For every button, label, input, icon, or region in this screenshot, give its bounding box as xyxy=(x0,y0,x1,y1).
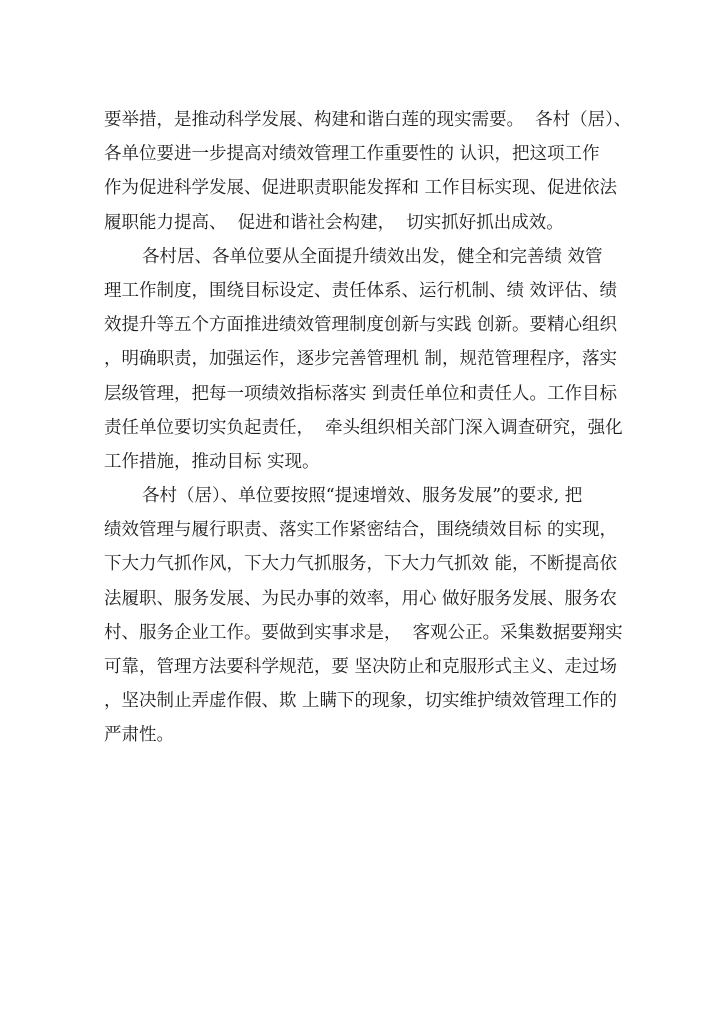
text-line: 责任单位要切实负起责任， 牵头组织相关部门深入调查研究，强化 xyxy=(104,417,623,438)
text-line: 各单位要进一步提高对绩效管理工作重要性的 认识，把这项工作 xyxy=(104,144,600,165)
body-text xyxy=(104,103,632,753)
text-line: 层级管理，把每一项绩效指标落实 到责任单位和责任人。工作目标 xyxy=(104,383,618,404)
text-line: 严肃性。 xyxy=(104,725,174,746)
text-line: ，明确职责，加强运作，逐步完善管理机 制，规范管理程序，落实 xyxy=(104,349,618,370)
paragraph-3 xyxy=(104,479,624,753)
paragraph-1 xyxy=(104,103,632,240)
text-line: 理工作制度，围绕目标设定、责任体系、运行机制、绩 效评估、绩 xyxy=(104,280,618,301)
text-line: 作为促进科学发展、促进职责职能发挥和 工作目标实现、促进依法 xyxy=(104,178,618,199)
text-line: 各村（居）、单位要按照“提速增效、服务发展”的要求, 把 xyxy=(142,486,583,507)
text-line: 工作措施，推动目标 实现。 xyxy=(104,451,320,472)
text-line: 下大力气抓作风，下大力气抓服务，下大力气抓效 能，不断提高依 xyxy=(104,554,618,575)
text-line: 法履职、服务发展、为民办事的效率，用心 做好服务发展、服务农 xyxy=(104,588,618,609)
text-line: 绩效管理与履行职责、落实工作紧密结合，围绕绩效目标 的实现， xyxy=(104,520,618,541)
text-line: 各村居、各单位要从全面提升绩效出发，健全和完善绩 效管 xyxy=(142,246,603,267)
text-line: 村、服务企业工作。要做到实事求是， 客观公正。采集数据要翔实 xyxy=(104,622,623,643)
text-line: 可靠，管理方法要科学规范，要 坚决防止和克服形式主义、走过场 xyxy=(104,657,618,677)
paragraph-2 xyxy=(104,240,624,479)
text-line: 效提升等五个方面推进绩效管理制度创新与实践 创新。要精心组织 xyxy=(104,315,618,336)
text-line: 履职能力提高、 促进和谐社会构建， 切实抓好抓出成效。 xyxy=(104,212,564,233)
text-line: 要举措，是推动科学发展、构建和谐白莲的现实需要。 各村（居）、 xyxy=(104,110,632,130)
text-line: ，坚决制止弄虚作假、欺 上瞒下的现象，切实维护绩效管理工作的 xyxy=(104,691,618,712)
